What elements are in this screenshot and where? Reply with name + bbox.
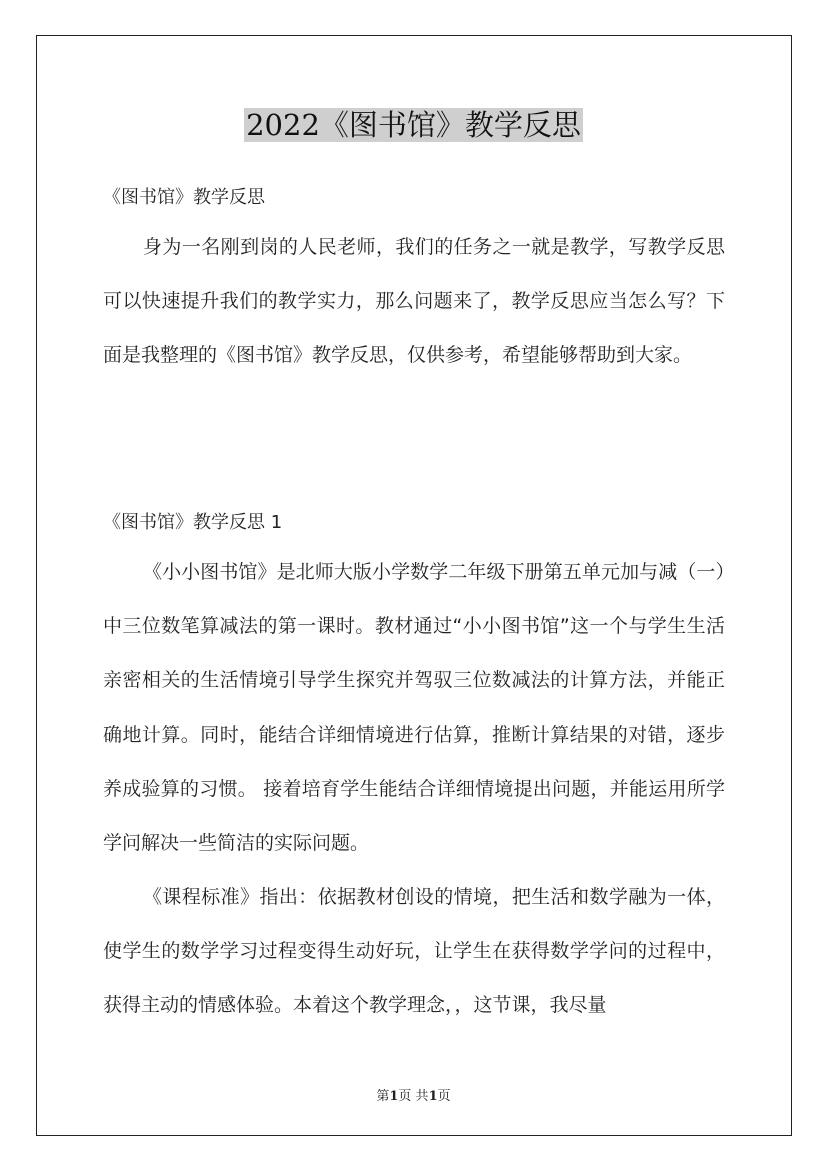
document-title-text: 2022《图书馆》教学反思	[246, 108, 581, 142]
footer-mid: 页 共	[398, 1089, 429, 1104]
subtitle-heading: 《图书馆》教学反思	[103, 187, 265, 208]
footer-prefix: 第	[376, 1089, 390, 1104]
footer-total-pages: 1	[428, 1089, 438, 1104]
body-paragraph-1: 《小小图书馆》是北师大版小学数学二年级下册第五单元加与减（一）中三位数笔算减法的第一课时。教材通过“小小图书馆”这一个与学生生活亲密相关的生活情境引导学生探究并驾驭三位数减法的计算方法，并能正确地计算。同时，能结合详细情境进行估算，推断计算结果的对错，逐步养成验算的习惯。 接着培育学生能结合详细情境提出问题，并能运用所学学问解决一些简洁的实际问题。	[103, 561, 725, 855]
footer-suffix: 页	[437, 1089, 451, 1104]
intro-paragraph: 身为一名刚到岗的人民老师，我们的任务之一就是教学，写教学反思可以快速提升我们的教学实力，那么问题来了，教学反思应当怎么写？下面是我整理的《图书馆》教学反思，仅供参考，希望能够帮助到大家。	[103, 236, 725, 367]
page-footer	[0, 1085, 827, 1104]
footer-page-number: 1	[389, 1089, 399, 1104]
section-heading: 《图书馆》教学反思 1	[103, 512, 283, 533]
body-paragraph-2: 《课程标准》指出：依据教材创设的情境，把生活和数学融为一体，使学生的数学学习过程变得生动好玩，让学生在获得数学学问的过程中，获得主动的情感体验。本着这个教学理念，，这节课，我尽量	[103, 886, 725, 1017]
document-title	[0, 103, 827, 144]
